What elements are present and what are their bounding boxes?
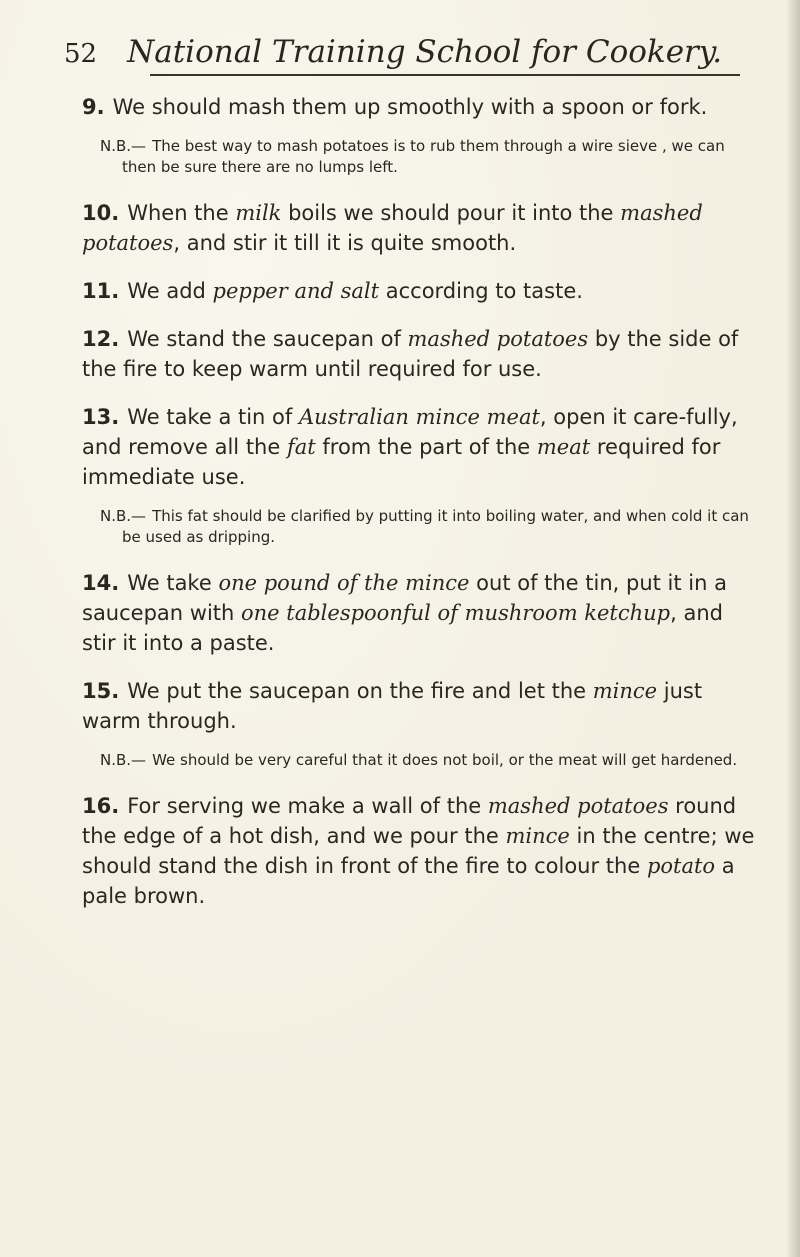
step-number: 9.	[82, 95, 105, 119]
ingredient-emphasis: one pound of the mince	[218, 571, 470, 595]
recipe-steps	[82, 92, 758, 929]
step-number: 15.	[82, 679, 120, 703]
ingredient-emphasis: fat	[286, 435, 316, 459]
step-text: a pale brown.	[82, 854, 735, 908]
nota-bene-note	[100, 136, 758, 178]
header-rule	[150, 74, 740, 76]
step-text: We take	[127, 571, 219, 595]
ingredient-emphasis: mince	[505, 824, 570, 848]
ingredient-emphasis: mince	[592, 679, 658, 703]
step-text: We take a tin of	[127, 405, 299, 429]
ingredient-emphasis: pepper and salt	[212, 279, 380, 303]
ingredient-emphasis: milk	[235, 201, 282, 225]
ingredient-emphasis: potato	[646, 854, 716, 878]
step-text: round the edge of a hot dish, and we pour the	[82, 794, 737, 848]
recipe-step	[82, 568, 758, 658]
step-text: We stand the saucepan of	[127, 327, 408, 351]
step-number: 14.	[82, 571, 120, 595]
step-number: 11.	[82, 279, 120, 303]
ingredient-emphasis: one tablespoonful of mushroom ketchup	[241, 601, 671, 625]
book-title: National Training School for Cookery.	[127, 34, 723, 70]
step-text: , open it care-fully, and remove all the	[82, 405, 738, 459]
step-text: according to taste.	[379, 279, 583, 303]
note-label: N.B.—	[100, 137, 147, 155]
recipe-step	[82, 791, 758, 911]
step-number: 13.	[82, 405, 120, 429]
ingredient-emphasis: mashed potatoes	[407, 327, 589, 351]
step-text: When the	[127, 201, 236, 225]
step-text: We add	[127, 279, 213, 303]
ingredient-emphasis: meat	[536, 435, 591, 459]
ingredient-emphasis: mashed potatoes	[82, 201, 703, 255]
recipe-step	[82, 402, 758, 492]
step-text: For serving we make a wall of the	[127, 794, 488, 818]
note-text: The best way to mash potatoes is to rub them through a wire sieve , we can then be sure there are no lumps left.	[122, 137, 725, 176]
step-text: boils we should pour it into the	[281, 201, 621, 225]
nota-bene-note	[100, 750, 758, 771]
note-label: N.B.—	[100, 507, 147, 525]
recipe-step	[82, 276, 758, 306]
note-text: We should be very careful that it does not boil, or the meat will get hardened.	[152, 751, 738, 769]
step-text: out of the tin, put it in a saucepan with	[82, 571, 727, 625]
page-number: 52	[64, 39, 98, 69]
note-label: N.B.—	[100, 751, 147, 769]
recipe-step	[82, 92, 758, 122]
running-head	[64, 30, 744, 74]
step-number: 12.	[82, 327, 120, 351]
step-text: , and stir it till it is quite smooth.	[173, 231, 517, 255]
recipe-step	[82, 324, 758, 384]
ingredient-emphasis: Australian mince meat	[298, 405, 540, 429]
recipe-step	[82, 676, 758, 736]
step-text: by the side of the fire to keep warm until required for use.	[82, 327, 739, 381]
recipe-step	[82, 198, 758, 258]
step-text: in the centre; we should stand the dish in front of the fire to colour the	[82, 824, 755, 878]
nota-bene-note	[100, 506, 758, 548]
step-text: just warm through.	[82, 679, 703, 733]
step-number: 16.	[82, 794, 120, 818]
step-text: We put the saucepan on the fire and let the	[127, 679, 593, 703]
step-text: We should mash them up smoothly with a spoon or fork.	[112, 95, 708, 119]
step-text: , and stir it into a paste.	[82, 601, 723, 655]
step-text: from the part of the	[315, 435, 537, 459]
note-text: This fat should be clarified by putting it into boiling water, and when cold it can be used as dripping.	[122, 507, 749, 546]
ingredient-emphasis: mashed potatoes	[487, 794, 669, 818]
page-edge-shadow	[786, 0, 800, 1257]
step-number: 10.	[82, 201, 120, 225]
step-text: required for immediate use.	[82, 435, 721, 489]
